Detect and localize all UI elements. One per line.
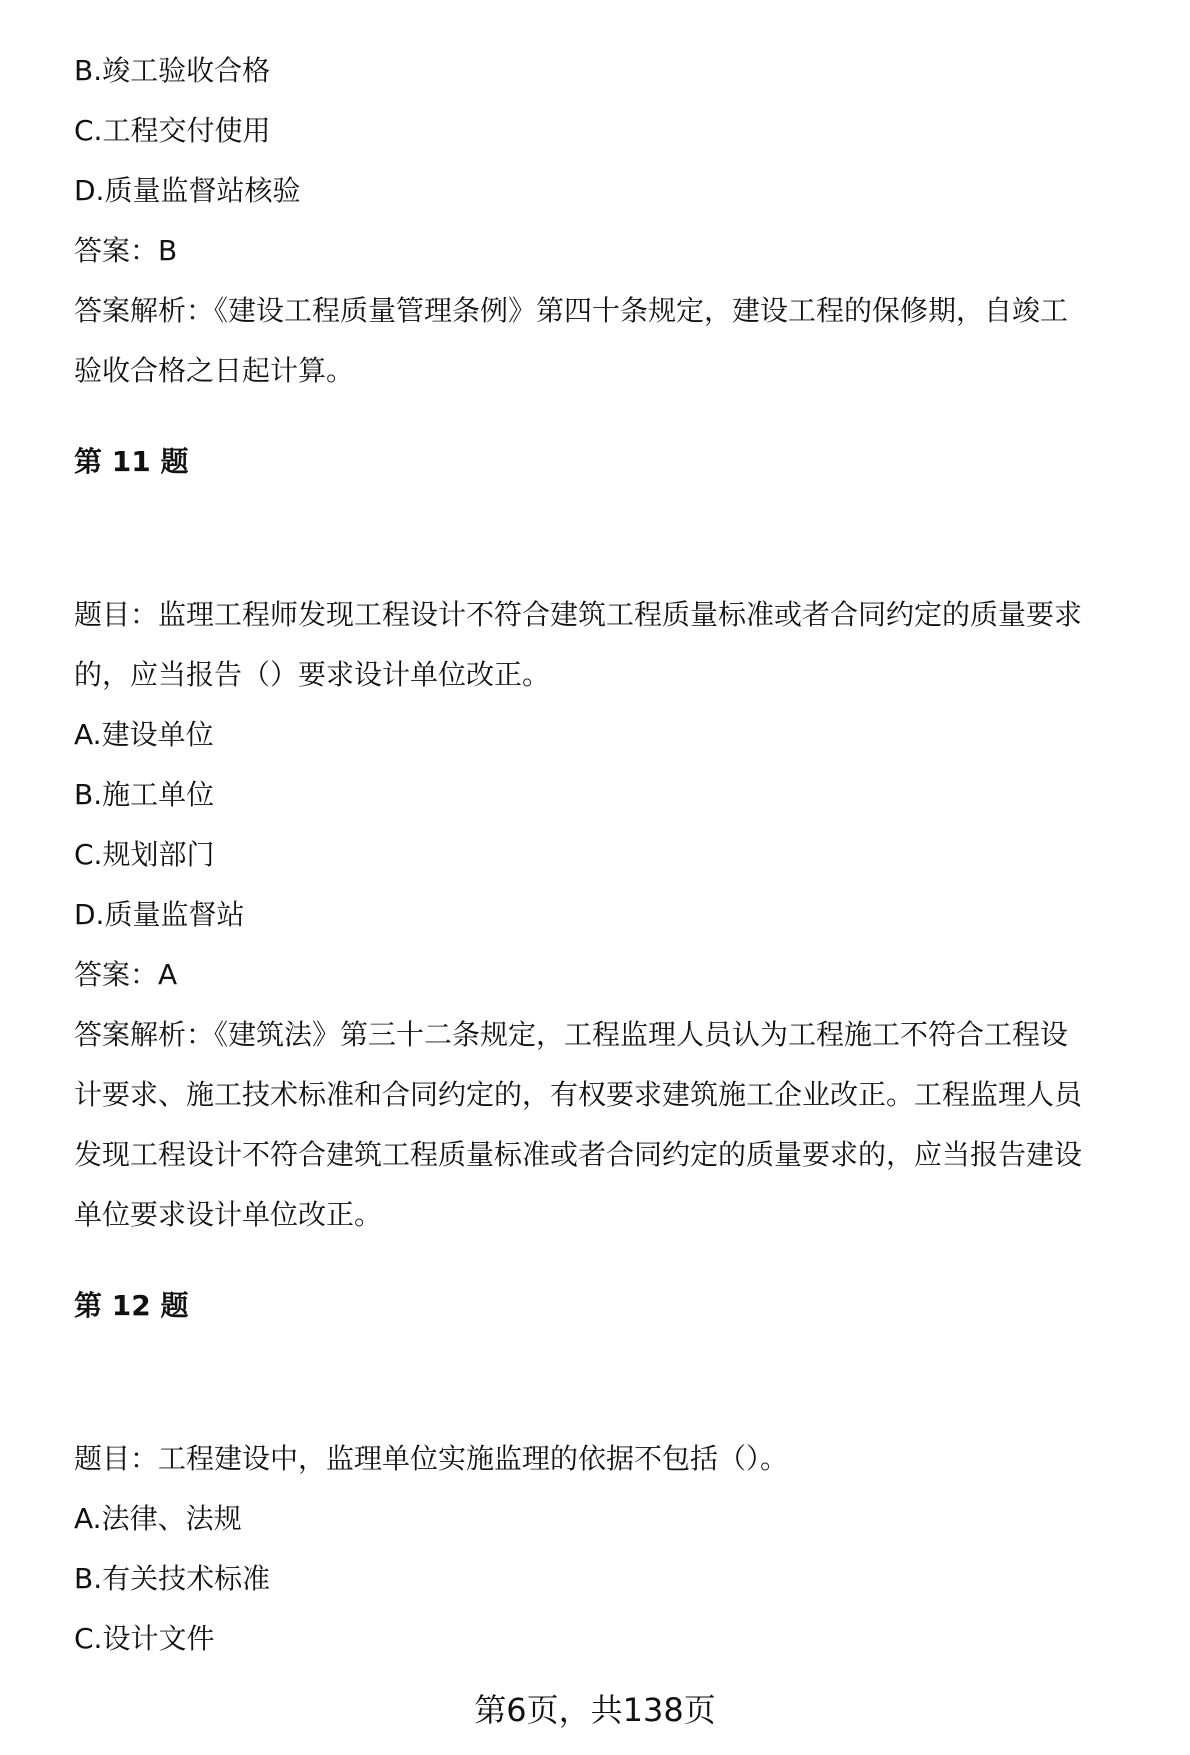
q10-analysis-line-1: 答案解析：《建设工程质量管理条例》第四十条规定，建设工程的保修期，自竣工 [74,294,1069,327]
q11-analysis-line-3: 发现工程设计不符合建筑工程质量标准或者合同约定的质量要求的，应当报告建设 [74,1138,1083,1171]
q11-question-line-2: 的，应当报告（）要求设计单位改正。 [74,658,551,691]
q12-heading: 第 12 题 [74,1289,189,1322]
q10-option-c: C.工程交付使用 [74,114,271,147]
q11-option-a: A.建设单位 [74,718,214,751]
q10-answer: 答案：B [74,234,178,267]
q11-option-b: B.施工单位 [74,778,215,811]
q10-option-b: B.竣工验收合格 [74,54,271,87]
q11-analysis-line-1: 答案解析：《建筑法》第三十二条规定，工程监理人员认为工程施工不符合工程设 [74,1018,1069,1051]
q11-heading: 第 11 题 [74,445,189,478]
q11-option-c: C.规划部门 [74,838,215,871]
q11-analysis-line-4: 单位要求设计单位改正。 [74,1198,383,1231]
q11-option-d: D.质量监督站 [74,898,245,931]
q10-option-d: D.质量监督站核验 [74,174,301,207]
q11-answer: 答案：A [74,958,178,991]
q11-analysis-line-2: 计要求、施工技术标准和合同约定的，有权要求建筑施工企业改正。工程监理人员 [74,1078,1083,1111]
q12-question-line-1: 题目：工程建设中，监理单位实施监理的依据不包括（）。 [74,1442,789,1475]
q11-question-line-1: 题目：监理工程师发现工程设计不符合建筑工程质量标准或者合同约定的质量要求 [74,598,1083,631]
page-number-footer: 第6页，共138页 [474,1691,716,1729]
q12-option-b: B.有关技术标准 [74,1562,271,1595]
q12-option-a: A.法律、法规 [74,1502,242,1535]
q12-option-c: C.设计文件 [74,1622,215,1655]
q10-analysis-line-2: 验收合格之日起计算。 [74,354,355,387]
